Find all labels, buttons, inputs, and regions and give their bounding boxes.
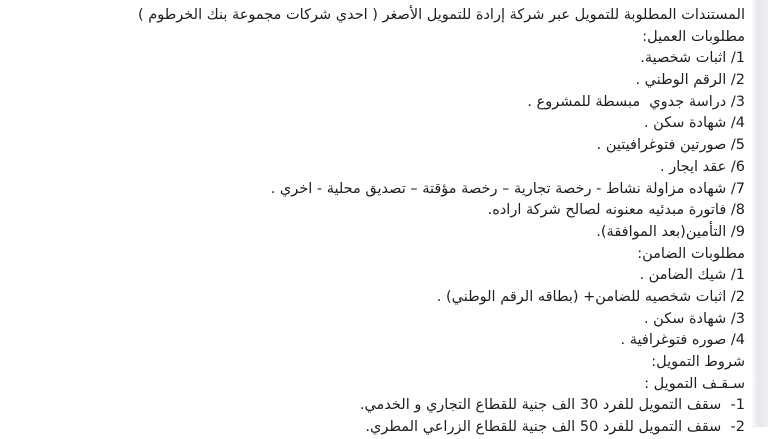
requirement-item: 5/ صورتين فتوغرافيتين .: [596, 137, 745, 154]
requirement-item: 2/ اثبات شخصيه للضامن+ (بطاقه الرقم الوطني) .: [436, 288, 745, 305]
term-item: 2- سقف التمويل للفرد 50 الف جنية للقطاع الزراعي المطري.: [365, 419, 745, 436]
requirement-item: 1/ شيك الضامن .: [639, 267, 745, 284]
requirement-item: 6/ عقد ايجار .: [660, 158, 745, 175]
requirement-item: 3/ دراسة جدوي مبسطة للمشروع .: [527, 93, 745, 110]
guarantor-requirements-heading: مطلوبات الضامن:: [637, 245, 745, 262]
term-item: 1- سقف التمويل للفرد 30 الف جنية للقطاع التجاري و الخدمي.: [359, 397, 745, 414]
requirement-item: 4/ شهادة سكن .: [643, 115, 745, 132]
requirement-item: 2/ الرقم الوطني .: [635, 72, 745, 89]
requirement-item: 4/ صوره فتوغرافية .: [620, 332, 745, 349]
client-requirements-heading: مطلوبات العميل:: [642, 28, 745, 45]
requirement-item: 7/ شهاده مزاولة نشاط - رخصة تجارية – رخصة مؤقتة – تصديق محلية - اخري .: [270, 180, 745, 197]
scrollbar-track[interactable]: [752, 0, 768, 427]
requirement-item: 1/ اثبات شخصية.: [640, 50, 745, 67]
requirement-item: 3/ شهادة سكن .: [643, 310, 745, 327]
financing-terms-heading: شروط التمويل:: [651, 354, 745, 370]
requirement-item: 8/ فاتورة مبدئيه معنونه لصالح شركة اراده.: [487, 202, 745, 219]
requirement-item: 9/ التأمين(بعد الموافقة).: [596, 223, 745, 240]
financing-ceiling-subheading: سـقـف التمويل :: [644, 375, 745, 392]
document-title: المستندات المطلوبة للتمويل عبر شركة إرادة للتمويل الأصغر ( احدي شركات مجموعة بنك الخرطوم ): [138, 7, 745, 23]
